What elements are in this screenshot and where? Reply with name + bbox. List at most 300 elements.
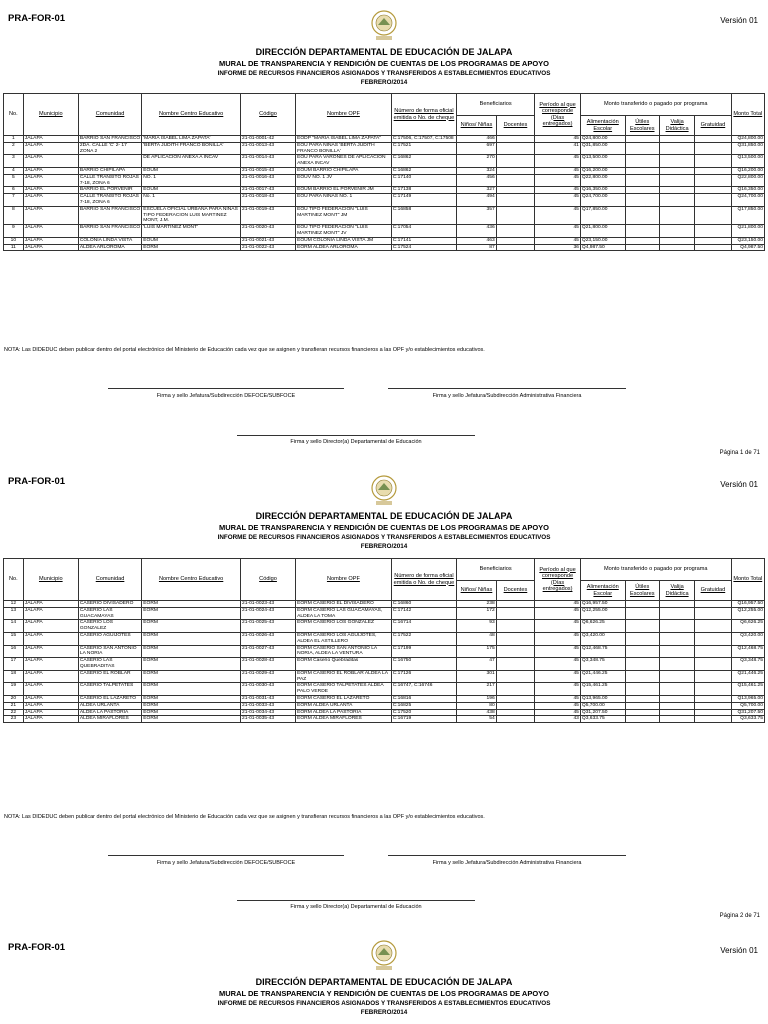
cell-ninos: 327 (457, 187, 497, 194)
cell-alimentacion: Q31,850.00 (580, 142, 625, 155)
cell-codigo: 21-01-0031-43 (241, 695, 296, 702)
cell-cheque: C:17138 (391, 187, 456, 194)
cell-comunidad: ALDEA ARLOROMA (78, 244, 141, 251)
cell-centro: EOUM (142, 167, 241, 174)
col-header-cheque: Número de forma oficial emitida o No. de cheque (391, 559, 456, 601)
cell-opf: EORM CASERIO SAN ANTONIO LA NORIA, ALDEA LA VENTURA (296, 645, 392, 658)
cell-total: Q6,626.25 (731, 620, 764, 633)
cell-ninos: 93 (457, 620, 497, 633)
cell-alimentacion: Q17,850.00 (580, 206, 625, 224)
signature-label-admin: Firma y sello Jefatura/Subdirección Administrativa Financiera (432, 393, 582, 399)
cell-codigo: 21-01-0026-43 (241, 632, 296, 645)
cell-utiles (625, 155, 659, 168)
cell-municipio: JALAPA (23, 244, 78, 251)
cell-no: 15 (4, 632, 24, 645)
cell-comunidad: CASERIO LAS GUACAMAYAS (78, 607, 141, 620)
cell-municipio: JALAPA (23, 206, 78, 224)
cell-no: 7 (4, 194, 24, 207)
table-row (4, 709, 765, 716)
cell-docentes (496, 187, 534, 194)
cell-valija (659, 645, 694, 658)
cell-dias: 45 (535, 709, 581, 716)
cell-valija (659, 206, 694, 224)
cell-centro: EORM (142, 607, 241, 620)
cell-codigo: 21-01-0024-43 (241, 607, 296, 620)
cell-codigo: 21-01-0021-43 (241, 237, 296, 244)
cell-cheque: C:16714 (391, 620, 456, 633)
cell-total: Q13,500.00 (731, 155, 764, 168)
table-row (4, 174, 765, 187)
col-header-periodo: Período al que corresponde (Días entregados) (535, 559, 581, 601)
cell-valija (659, 670, 694, 683)
col-header-alimentacion: Alimentación Escolar (580, 116, 625, 136)
cell-valija (659, 695, 694, 702)
col-header-monto-programa: Monto transferido o pagado por programa (580, 94, 731, 116)
cell-cheque: C:17140 (391, 174, 456, 187)
cell-codigo: 21-01-0016-43 (241, 174, 296, 187)
col-header-beneficiarios: Beneficiarios (457, 94, 535, 116)
title-informe: INFORME DE RECURSOS FINANCIEROS ASIGNADOS Y TRANSFERIDOS A ESTABLECIMIENTOS EDUCATIVOS (217, 70, 551, 77)
cell-gratuidad (695, 601, 731, 608)
cell-ninos: 494 (457, 194, 497, 207)
cell-dias: 41 (535, 142, 581, 155)
col-header-alimentacion: Alimentación Escolar (580, 581, 625, 601)
cell-gratuidad (695, 683, 731, 696)
cell-valija (659, 658, 694, 671)
nota-text: NOTA: Las DIDEDUC deben publicar dentro del portal electrónico del Ministerio de Educación cada vez que se asignen y transfieran recursos financieros a las OPF y/o establecimientos educativos. (4, 814, 485, 820)
cell-utiles (625, 601, 659, 608)
cell-docentes (496, 670, 534, 683)
cell-valija (659, 683, 694, 696)
col-header-utiles: Útiles Escolares (625, 581, 659, 601)
cell-municipio: JALAPA (23, 709, 78, 716)
cell-no: 6 (4, 187, 24, 194)
cell-utiles (625, 709, 659, 716)
col-header-valija: Valija Didáctica (659, 581, 694, 601)
cell-no: 9 (4, 225, 24, 238)
title-direccion: DIRECCIÓN DEPARTAMENTAL DE EDUCACIÓN DE JALAPA (255, 47, 513, 57)
cell-centro: EORM (142, 702, 241, 709)
cell-valija (659, 136, 694, 143)
version-label: Versión 01 (720, 16, 758, 25)
cell-no: 2 (4, 142, 24, 155)
cell-comunidad: CASERIO LAS QUEBRADITAS (78, 658, 141, 671)
cell-ninos: 172 (457, 607, 497, 620)
cell-cheque: C:17520 (391, 709, 456, 716)
cell-cheque: C:16719 (391, 716, 456, 723)
cell-utiles (625, 645, 659, 658)
cell-centro: NO. 1 (142, 174, 241, 187)
title-period: FEBRERO/2014 (360, 79, 408, 86)
cell-valija (659, 155, 694, 168)
title-direccion: DIRECCIÓN DEPARTAMENTAL DE EDUCACIÓN DE JALAPA (255, 977, 513, 987)
col-header-beneficiarios: Beneficiarios (457, 559, 535, 581)
col-header-codigo: Código (241, 559, 296, 601)
signature-line-defoce (108, 855, 344, 856)
cell-centro: 'MARIA ISABEL LIMA ZAPATA' (142, 136, 241, 143)
cell-total: Q3,633.75 (731, 716, 764, 723)
title-direccion: DIRECCIÓN DEPARTAMENTAL DE EDUCACIÓN DE JALAPA (255, 511, 513, 521)
cell-gratuidad (695, 142, 731, 155)
cell-dias: 45 (535, 645, 581, 658)
cell-dias: 36 (535, 244, 581, 251)
col-header-no: No. (4, 559, 24, 601)
col-header-codigo: Código (241, 94, 296, 136)
cell-gratuidad (695, 620, 731, 633)
cell-dias: 45 (535, 155, 581, 168)
cell-no: 14 (4, 620, 24, 633)
signature-label-defoce: Firma y sello Jefatura/Subdirección DEFOCE/SUBFOCE (156, 393, 296, 399)
table-row (4, 702, 765, 709)
cell-ninos: 87 (457, 244, 497, 251)
cell-municipio: JALAPA (23, 187, 78, 194)
col-header-municipio: Municipio (23, 94, 78, 136)
cell-docentes (496, 237, 534, 244)
cell-gratuidad (695, 136, 731, 143)
cell-codigo: 21-01-0015-43 (241, 167, 296, 174)
cell-gratuidad (695, 658, 731, 671)
cell-comunidad: BARRIO SAN FRANCISCO (79, 136, 141, 141)
cell-cheque: C:17142 (391, 607, 456, 620)
cell-opf: EOUV NO. 1 JV (296, 174, 392, 187)
cell-cheque: C:17126 (391, 670, 456, 683)
cell-no: 23 (4, 716, 24, 723)
cell-opf: EORM CASERIO LAS GUACAMAYAS, ALDEA LA TOMA (296, 607, 392, 620)
cell-opf: EORM CASERIO LOS GONZALEZ (296, 620, 392, 633)
cell-cheque: C:17524 (391, 244, 456, 251)
cell-total: Q21,800.00 (731, 225, 764, 238)
col-header-opf: Nombre OPF (296, 94, 392, 136)
cell-opf: EORM ALDEA ARLOROMA (296, 244, 392, 251)
cell-codigo: 21-01-0023-43 (241, 601, 296, 608)
cell-total: Q31,207.50 (731, 709, 764, 716)
nota-text: NOTA: Las DIDEDUC deben publicar dentro del portal electrónico del Ministerio de Educación cada vez que se asignen y transfieran recursos financieros a las OPF y/o establecimientos educativos. (4, 347, 485, 353)
cell-no: 22 (4, 709, 24, 716)
cell-utiles (625, 187, 659, 194)
cell-centro: EORM (142, 695, 241, 702)
form-code: PRA-FOR-01 (8, 476, 66, 487)
cell-cheque: C:17141 (391, 237, 456, 244)
table-row (4, 620, 765, 633)
cell-ninos: 270 (457, 155, 497, 168)
cell-codigo: 21-01-0022-43 (241, 244, 296, 251)
cell-municipio: JALAPA (23, 607, 78, 620)
cell-opf: EODP "MARIA ISABEL LIMA ZAPATA" (296, 136, 392, 143)
cell-docentes (496, 645, 534, 658)
cell-utiles (625, 136, 659, 143)
cell-docentes (496, 709, 534, 716)
cell-ninos: 238 (457, 601, 497, 608)
cell-alimentacion: Q21,446.25 (580, 670, 625, 683)
report-page-2 (0, 470, 768, 940)
cell-codigo: 21-01-0018-43 (241, 194, 296, 207)
cell-no: 13 (4, 607, 24, 620)
table-row (4, 645, 765, 658)
cell-comunidad: BARRIO SAN FRANCISCO (78, 206, 141, 224)
cell-comunidad: COLONIA LINDA VISTA (78, 237, 141, 244)
cell-centro: EORM (142, 658, 241, 671)
cell-municipio: JALAPA (23, 702, 78, 709)
table-row (4, 670, 765, 683)
cell-valija (659, 194, 694, 207)
cell-valija (659, 225, 694, 238)
cell-dias: 45 (535, 167, 581, 174)
cell-centro: EOUM (142, 237, 241, 244)
cell-centro: DE APLICACIÓN ANEXA A INCAV (142, 155, 241, 168)
cell-codigo: 21-01-0025-43 (241, 620, 296, 633)
cell-cheque: C:16825 (391, 702, 456, 709)
cell-utiles (625, 194, 659, 207)
cell-ninos: 466 (457, 136, 497, 143)
cell-total: Q24,700.00 (731, 194, 764, 207)
cell-alimentacion: Q13,500.00 (580, 155, 625, 168)
cell-valija (659, 620, 694, 633)
table-row (4, 716, 765, 723)
cell-opf: EORM ALDEA LA PASTORIA (296, 709, 392, 716)
form-code: PRA-FOR-01 (8, 942, 66, 953)
title-informe: INFORME DE RECURSOS FINANCIEROS ASIGNADOS Y TRANSFERIDOS A ESTABLECIMIENTOS EDUCATIVOS (217, 534, 551, 541)
cell-ninos: 54 (457, 716, 497, 723)
cell-total: Q21,446.25 (731, 670, 764, 683)
signature-line-defoce (108, 388, 344, 389)
col-header-monto-total: Monto Total (731, 94, 764, 136)
cell-opf: EORM CASERIO EL ROBLAR ALDEA LA PAZ (296, 670, 392, 683)
cell-ninos: 456 (457, 174, 497, 187)
cell-comunidad (78, 155, 141, 168)
cell-valija (659, 607, 694, 620)
cell-gratuidad (695, 206, 731, 224)
cell-cheque: C:17054 (391, 225, 456, 238)
cell-no: 10 (4, 237, 24, 244)
cell-codigo: 21-01-0034-43 (241, 709, 296, 716)
cell-municipio: JALAPA (23, 716, 78, 723)
cell-cheque: C:16858 (391, 206, 456, 224)
cell-codigo: 21-01-0027-43 (241, 645, 296, 658)
cell-utiles (625, 167, 659, 174)
title-period: FEBRERO/2014 (360, 1009, 408, 1016)
cell-comunidad: BARRIO CHIPILAPA (78, 167, 141, 174)
col-header-ninos: Niños/ Niñas (457, 116, 497, 136)
cell-no: 12 (4, 601, 24, 608)
cell-municipio: JALAPA (23, 136, 78, 143)
cell-utiles (625, 174, 659, 187)
table-row (4, 607, 765, 620)
cell-centro: EORM (142, 645, 241, 658)
cell-municipio: JALAPA (23, 658, 78, 671)
table-row (4, 187, 765, 194)
col-header-docentes: Docentes (496, 581, 534, 601)
cell-alimentacion: Q16,200.00 (580, 167, 625, 174)
cell-dias: 45 (535, 607, 581, 620)
signature-line-admin (388, 855, 626, 856)
title-mural: MURAL DE TRANSPARENCIA Y RENDICIÓN DE CUENTAS DE LOS PROGRAMAS DE APOYO (218, 523, 550, 532)
cell-gratuidad (695, 670, 731, 683)
cell-dias: 45 (535, 206, 581, 224)
cell-docentes (496, 620, 534, 633)
cell-codigo: 21-01-0029-43 (241, 670, 296, 683)
cell-opf: EOUM BARRIO CHIPILAPA (296, 167, 392, 174)
table-row (4, 142, 765, 155)
cell-centro: EORM (142, 620, 241, 633)
cell-total: Q12,468.75 (731, 645, 764, 658)
col-header-gratuidad: Gratuidad (695, 581, 731, 601)
cell-total: Q13,965.00 (731, 695, 764, 702)
cell-docentes (496, 174, 534, 187)
cell-comunidad: ALDEA MIRAFLORES (78, 716, 141, 723)
cell-opf: EOUM BARRIO EL PORVENIR JM (296, 187, 392, 194)
table-row (4, 206, 765, 224)
cell-docentes (496, 194, 534, 207)
cell-ninos: 47 (457, 658, 497, 671)
cell-codigo: 21-01-0014-43 (241, 155, 296, 168)
cell-gratuidad (695, 167, 731, 174)
cell-municipio: JALAPA (23, 620, 78, 633)
table-row (4, 155, 765, 168)
cell-utiles (625, 620, 659, 633)
col-header-utiles: Útiles Escolares (625, 116, 659, 136)
cell-opf: EORM ALDEA MIRAFLORES (296, 716, 392, 723)
cell-centro: EORM (142, 632, 241, 645)
cell-gratuidad (695, 225, 731, 238)
cell-total: Q23,150.00 (731, 237, 764, 244)
cell-alimentacion: Q16,957.50 (580, 601, 625, 608)
cell-docentes (496, 601, 534, 608)
cell-gratuidad (695, 187, 731, 194)
cell-no: 11 (4, 244, 24, 251)
signature-label-admin: Firma y sello Jefatura/Subdirección Administrativa Financiera (432, 860, 582, 866)
table-row (4, 695, 765, 702)
cell-valija (659, 167, 694, 174)
cell-total: Q17,850.00 (731, 206, 764, 224)
guatemala-seal-icon (365, 8, 403, 42)
cell-utiles (625, 683, 659, 696)
cell-alimentacion: Q3,420.00 (580, 632, 625, 645)
cell-codigo: 21-01-0030-43 (241, 683, 296, 696)
cell-total: Q16,350.00 (731, 187, 764, 194)
cell-dias: 45 (535, 620, 581, 633)
cell-opf: EOUM COLONIA LINDA VISTA JM (296, 237, 392, 244)
cell-comunidad: ALDEA LA PASTORIA (78, 709, 141, 716)
cell-comunidad: BARRIO EL PORVENIR (78, 187, 141, 194)
cell-comunidad: CALLE TRANSITO ROJAS 7-18, ZONA 6 (78, 194, 141, 207)
cell-comunidad: CASERIO EL ROBLAR (78, 670, 141, 683)
cell-cheque: C:16750 (391, 658, 456, 671)
cell-total: Q22,800.00 (731, 174, 764, 187)
cell-docentes (496, 244, 534, 251)
cell-valija (659, 716, 694, 723)
cell-cheque: C:16862 (391, 155, 456, 168)
cell-alimentacion: Q31,207.50 (580, 709, 625, 716)
cell-total: Q15,461.25 (731, 683, 764, 696)
cell-centro: EOUM (142, 187, 241, 194)
cell-municipio: JALAPA (23, 194, 78, 207)
cell-utiles (625, 244, 659, 251)
table-row (4, 601, 765, 608)
cell-docentes (496, 206, 534, 224)
cell-utiles (625, 670, 659, 683)
cell-dias: 45 (535, 194, 581, 207)
cell-municipio: JALAPA (23, 695, 78, 702)
title-mural: MURAL DE TRANSPARENCIA Y RENDICIÓN DE CUENTAS DE LOS PROGRAMAS DE APOYO (218, 989, 550, 998)
cell-total: Q5,700.00 (731, 702, 764, 709)
cell-docentes (496, 225, 534, 238)
cell-ninos: 48 (457, 632, 497, 645)
table-row (4, 632, 765, 645)
cell-no: 16 (4, 645, 24, 658)
signature-label-director: Firma y sello Director(a) Departamental de Educación (290, 439, 422, 445)
cell-comunidad: CASERIO LOS GONZALEZ (78, 620, 141, 633)
cell-ninos: 217 (457, 683, 497, 696)
col-header-docentes: Docentes (496, 116, 534, 136)
form-code: PRA-FOR-01 (8, 13, 66, 24)
cell-alimentacion: Q24,700.00 (580, 194, 625, 207)
cell-alimentacion: Q24,800.00 (580, 136, 625, 143)
cell-gratuidad (695, 645, 731, 658)
cell-dias: 45 (535, 187, 581, 194)
cell-alimentacion: Q12,468.75 (580, 645, 625, 658)
cell-comunidad: CASERIO AGUIJOTES (78, 632, 141, 645)
cell-valija (659, 632, 694, 645)
cell-comunidad: CASERIO TALPETATES (78, 683, 141, 696)
guatemala-seal-icon (365, 938, 403, 972)
cell-total: Q31,850.00 (731, 142, 764, 155)
signature-label-defoce: Firma y sello Jefatura/Subdirección DEFOCE/SUBFOCE (156, 860, 296, 866)
title-informe: INFORME DE RECURSOS FINANCIEROS ASIGNADOS Y TRANSFERIDOS A ESTABLECIMIENTOS EDUCATIVOS (217, 1000, 551, 1007)
cell-comunidad: 2DA. CALLE 'C' 2- 17 ZONA 2 (78, 142, 141, 155)
cell-dias: 45 (535, 237, 581, 244)
cell-alimentacion: Q16,350.00 (580, 187, 625, 194)
cell-codigo: 21-01-0001-42 (241, 136, 296, 143)
cell-codigo: 21-01-0035-43 (241, 716, 296, 723)
cell-alimentacion: Q5,700.00 (580, 702, 625, 709)
cell-municipio: JALAPA (23, 670, 78, 683)
cell-municipio: JALAPA (23, 237, 78, 244)
cell-comunidad: CASERIO SAN ANTONIO LA NORIA (78, 645, 141, 658)
cell-dias: 45 (535, 683, 581, 696)
cell-dias: 45 (535, 601, 581, 608)
cell-cheque: C:17199 (391, 645, 456, 658)
cell-centro: EORM (142, 670, 241, 683)
cell-valija (659, 174, 694, 187)
cell-centro: 'BERTA JUDITH FRANCO BONILLA' (142, 142, 241, 155)
title-mural: MURAL DE TRANSPARENCIA Y RENDICIÓN DE CUENTAS DE LOS PROGRAMAS DE APOYO (218, 59, 550, 68)
cell-alimentacion: Q21,800.00 (580, 225, 625, 238)
col-header-monto-programa: Monto transferido o pagado por programa (580, 559, 731, 581)
cell-centro: EORM (142, 683, 241, 696)
cell-opf: EOU PARA VARONES DE APLICACIÓN ANEXA INCAV (296, 155, 392, 168)
col-header-opf: Nombre OPF (296, 559, 392, 601)
cell-utiles (625, 702, 659, 709)
cell-gratuidad (695, 709, 731, 716)
cell-centro: EORM (142, 709, 241, 716)
title-period: FEBRERO/2014 (360, 543, 408, 550)
col-header-comunidad: Comunidad (78, 559, 141, 601)
cell-opf: EOU TIPO FEDERACION "LUIS MARTINEZ MONT" JV (296, 225, 392, 238)
cell-ninos: 463 (457, 237, 497, 244)
col-header-gratuidad: Gratuidad (695, 116, 731, 136)
cell-cheque: C:16860 (391, 601, 456, 608)
signature-label-director: Firma y sello Director(a) Departamental de Educación (290, 904, 422, 910)
cell-codigo: 21-01-0028-43 (241, 658, 296, 671)
cell-ninos: 324 (457, 167, 497, 174)
cell-municipio: JALAPA (23, 645, 78, 658)
cell-no: 5 (4, 174, 24, 187)
signature-line-director (237, 900, 475, 901)
cell-ninos: 357 (457, 206, 497, 224)
cell-codigo: 21-01-0020-43 (241, 225, 296, 238)
cell-ninos: 436 (457, 225, 497, 238)
cell-gratuidad (695, 194, 731, 207)
